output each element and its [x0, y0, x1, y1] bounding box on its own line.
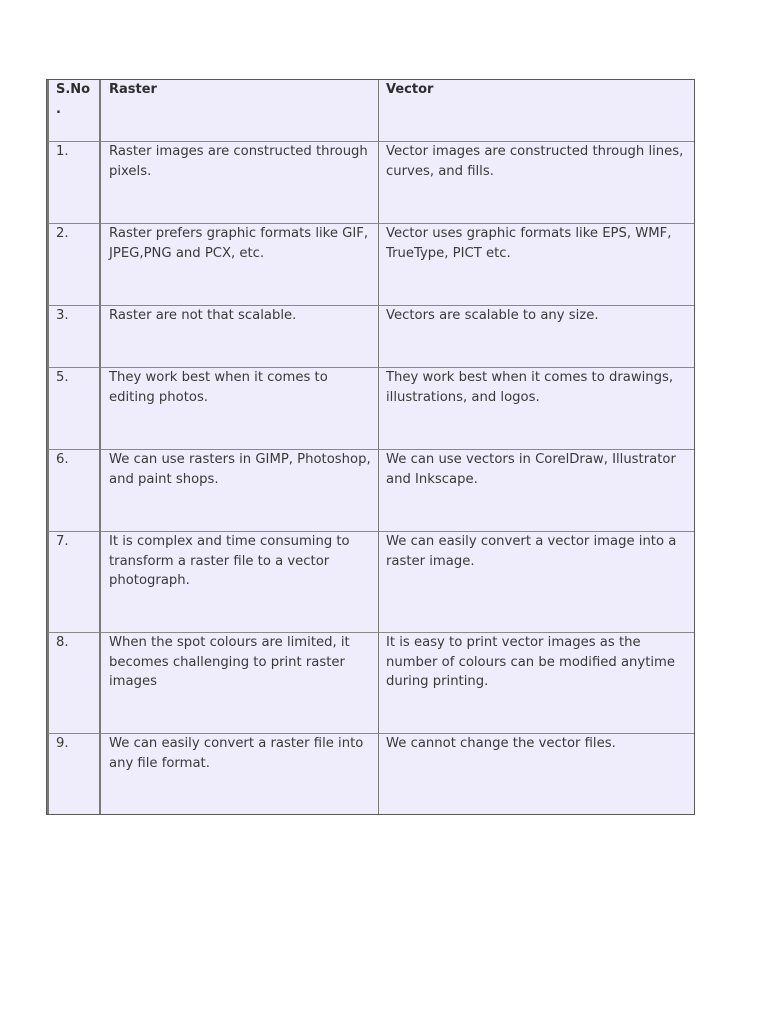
table-row	[47, 224, 694, 306]
cell-sno: 2.	[47, 224, 101, 306]
raster-vector-comparison-table	[47, 80, 694, 814]
table-row	[47, 450, 694, 532]
header-vector: Vector	[379, 80, 694, 142]
cell-raster: Raster prefers graphic formats like GIF, JPEG,PNG and PCX, etc.	[101, 224, 379, 306]
cell-sno: 7.	[47, 532, 101, 633]
cell-sno: 9.	[47, 734, 101, 814]
table-row	[47, 633, 694, 734]
table-row	[47, 306, 694, 368]
table-row	[47, 532, 694, 633]
cell-vector: It is easy to print vector images as the number of colours can be modified anytime during printing.	[379, 633, 694, 734]
comparison-table-container	[46, 79, 695, 815]
cell-raster: It is complex and time consuming to transform a raster file to a vector photograph.	[101, 532, 379, 633]
cell-vector: We can use vectors in CorelDraw, Illustrator and Inkscape.	[379, 450, 694, 532]
cell-raster: Raster images are constructed through pixels.	[101, 142, 379, 224]
cell-raster: We can use rasters in GIMP, Photoshop, and paint shops.	[101, 450, 379, 532]
cell-sno: 6.	[47, 450, 101, 532]
cell-vector: Vector uses graphic formats like EPS, WMF, TrueType, PICT etc.	[379, 224, 694, 306]
cell-raster: When the spot colours are limited, it becomes challenging to print raster images	[101, 633, 379, 734]
cell-vector: Vector images are constructed through lines, curves, and fills.	[379, 142, 694, 224]
cell-raster: They work best when it comes to editing photos.	[101, 368, 379, 450]
cell-vector: They work best when it comes to drawings, illustrations, and logos.	[379, 368, 694, 450]
cell-vector: We can easily convert a vector image into a raster image.	[379, 532, 694, 633]
cell-raster: Raster are not that scalable.	[101, 306, 379, 368]
table-header-row	[47, 80, 694, 142]
header-raster: Raster	[101, 80, 379, 142]
cell-raster: We can easily convert a raster file into any file format.	[101, 734, 379, 814]
table-row	[47, 734, 694, 814]
header-sno: S.No.	[47, 80, 101, 142]
cell-sno: 3.	[47, 306, 101, 368]
table-row	[47, 142, 694, 224]
cell-sno: 8.	[47, 633, 101, 734]
cell-vector: We cannot change the vector files.	[386, 736, 616, 751]
cell-sno: 1.	[47, 142, 101, 224]
table-row	[47, 368, 694, 450]
cell-sno: 5.	[47, 368, 101, 450]
cell-vector: Vectors are scalable to any size.	[379, 306, 694, 368]
